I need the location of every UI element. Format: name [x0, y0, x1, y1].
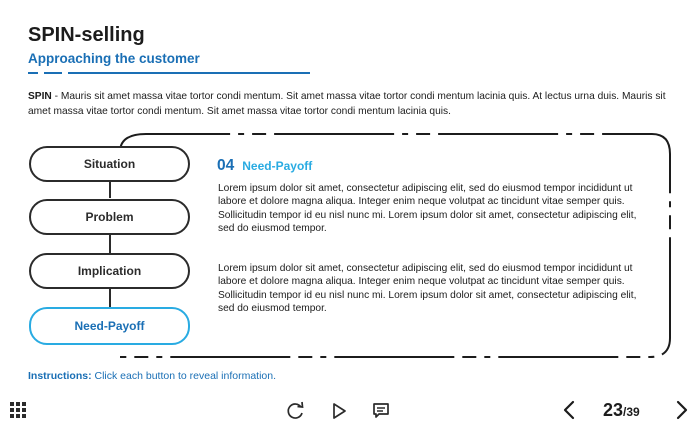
content-number: 04 — [217, 157, 235, 174]
step-label: Implication — [77, 264, 142, 278]
step-button-need-payoff[interactable] — [29, 307, 190, 345]
step-label: Situation — [83, 157, 136, 171]
step-button-situation[interactable] — [29, 146, 190, 182]
page-title: SPIN-selling — [28, 24, 145, 46]
page-current: 23 — [603, 400, 624, 420]
next-page-icon[interactable] — [674, 400, 690, 420]
content-title: Need-Payoff — [242, 159, 313, 173]
step-connector — [109, 182, 111, 198]
step-button-problem[interactable] — [29, 199, 190, 235]
step-label: Need-Payoff — [74, 319, 145, 333]
instructions-label: Instructions: — [28, 370, 92, 382]
play-icon[interactable] — [329, 401, 349, 421]
step-connector — [109, 235, 111, 253]
menu-grid-icon[interactable] — [10, 402, 26, 418]
title-divider — [28, 71, 310, 75]
page-counter — [603, 400, 640, 421]
content-paragraph-1: Lorem ipsum dolor sit amet, consectetur adipiscing elit, sed do eiusmod tempor incididunt ut labore et dolore magna aliqua. Integer enim neque volutpat ac tincidunt vitae semper quis. Sollicitudin tempor id eu nisl nunc mi. Lorem ipsum dolor sit amet, consectetur adipiscing elit, sed do eiusmod tempor. — [218, 183, 637, 234]
intro-text — [28, 89, 676, 119]
content-paragraph-2: Lorem ipsum dolor sit amet, consectetur adipiscing elit, sed do eiusmod tempor incididunt ut labore et dolore magna aliqua. Integer enim neque volutpat ac tincidunt vitae semper quis. Sollicitudin tempor id eu nisl nunc mi. Lorem ipsum dolor sit amet, consectetur adipiscing elit, sed do eiusmod tempor. — [218, 263, 637, 314]
intro-label: SPIN — [28, 91, 52, 102]
page-subtitle: Approaching the customer — [28, 51, 200, 66]
intro-body: - Mauris sit amet massa vitae tortor condi mentum. Sit amet massa vitae tortor condi mentum lacinia quis. At lectus urna duis. Mauris sit amet massa vitae tortor condi mentum. Sit amet massa vitae tortor condi mentum lacinia quis. — [28, 91, 666, 117]
step-connector — [109, 289, 111, 307]
captions-icon[interactable] — [371, 401, 391, 421]
page-total: /39 — [623, 405, 640, 419]
instructions-body: Click each button to reveal information. — [91, 370, 277, 382]
replay-icon[interactable] — [286, 401, 306, 421]
previous-page-icon[interactable] — [561, 400, 577, 420]
step-label: Problem — [85, 210, 134, 224]
step-button-implication[interactable] — [29, 253, 190, 289]
instructions-text — [28, 370, 276, 382]
content-heading — [217, 157, 312, 175]
